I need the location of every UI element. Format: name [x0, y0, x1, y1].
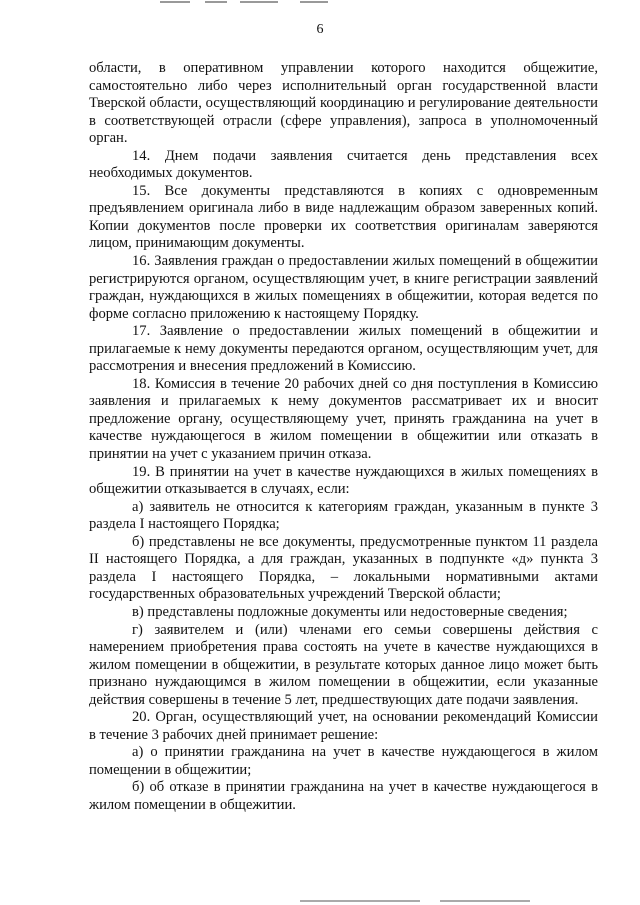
paragraph-19-v: в) представлены подложные документы или недостоверные сведения;	[132, 603, 568, 620]
scan-edge-marks-bottom	[0, 899, 640, 903]
paragraph-17: 17. Заявление о предоставлении жилых помещений в общежитии и прилагаемые к нему документы передаются органом, осуществляющим учет, для рассмотрения и внесения предложений в Комиссию.	[89, 323, 598, 375]
document-body	[89, 60, 598, 815]
paragraph-20-a: а) о принятии гражданина на учет в качестве нуждающегося в жилом помещении в общежитии;	[89, 744, 598, 778]
paragraph-18: 18. Комиссия в течение 20 рабочих дней со дня поступления в Комиссию заявления и прилагаемых к нему документов рассматривает их и вносит предложение органу, осуществляющему учет, принять гражданина на учет в качестве нуждающегося в жилом помещении в общежитии или отказать в принятии на учет с указанием причин отказа.	[89, 375, 598, 463]
paragraph-19-a: а) заявитель не относится к категориям граждан, указанным в пункте 3 раздела I настоящего Порядка;	[89, 498, 598, 533]
page-number: 6	[316, 22, 324, 37]
paragraph-16: 16. Заявления граждан о предоставлении жилых помещений в общежитии регистрируются органом, осуществляющим учет, в книге регистрации заявлений граждан, нуждающихся в жилых помещениях в общежитии, которая ведется по форме согласно приложению к настоящему Порядку.	[89, 253, 598, 322]
paragraph-14: 14. Днем подачи заявления считается день представления всех необходимых документов.	[89, 147, 598, 182]
paragraph-19-g: г) заявителем и (или) членами его семьи совершены действия с намерением приобретения права состоять на учете в качестве нуждающихся в жилом помещении в общежитии, в результате которых данное лицо может быть признано нуждающимся в жилом помещении в общежитии, если указанные действия совершены в течение 5 лет, предшествующих дате подачи заявления.	[89, 621, 598, 708]
paragraph-continuation: области, в оперативном управлении которого находится общежитие, самостоятельно либо через исполнительный орган государственной власти Тверской области, осуществляющий координацию и регулирование деятельности в соответствующей отрасли (сфере управления), запроса в уполномоченный орган.	[89, 60, 598, 147]
scan-edge-marks-top	[0, 0, 640, 6]
paragraph-19: 19. В принятии на учет в качестве нуждающихся в жилых помещениях в общежитии отказывается в случаях, если:	[89, 463, 598, 498]
paragraph-20-b: б) об отказе в принятии гражданина на учет в качестве нуждающегося в жилом помещении в общежитии.	[89, 779, 598, 813]
paragraph-20: 20. Орган, осуществляющий учет, на основании рекомендаций Комиссии в течение 3 рабочих дней принимает решение:	[89, 709, 598, 743]
paragraph-19-b: б) представлены не все документы, предусмотренные пунктом 11 раздела II настоящего Порядка, а для граждан, указанных в подпункте «д» пункта 3 раздела I настоящего Порядка, – локальными нормативными актами государственных образовательных учреждений Тверской области;	[89, 533, 598, 603]
paragraph-15: 15. Все документы представляются в копиях с одновременным предъявлением оригинала либо в виде надлежащим образом заверенных копий. Копии документов после проверки их соответствия оригиналам заверяются лицом, принимающим документы.	[89, 182, 598, 252]
